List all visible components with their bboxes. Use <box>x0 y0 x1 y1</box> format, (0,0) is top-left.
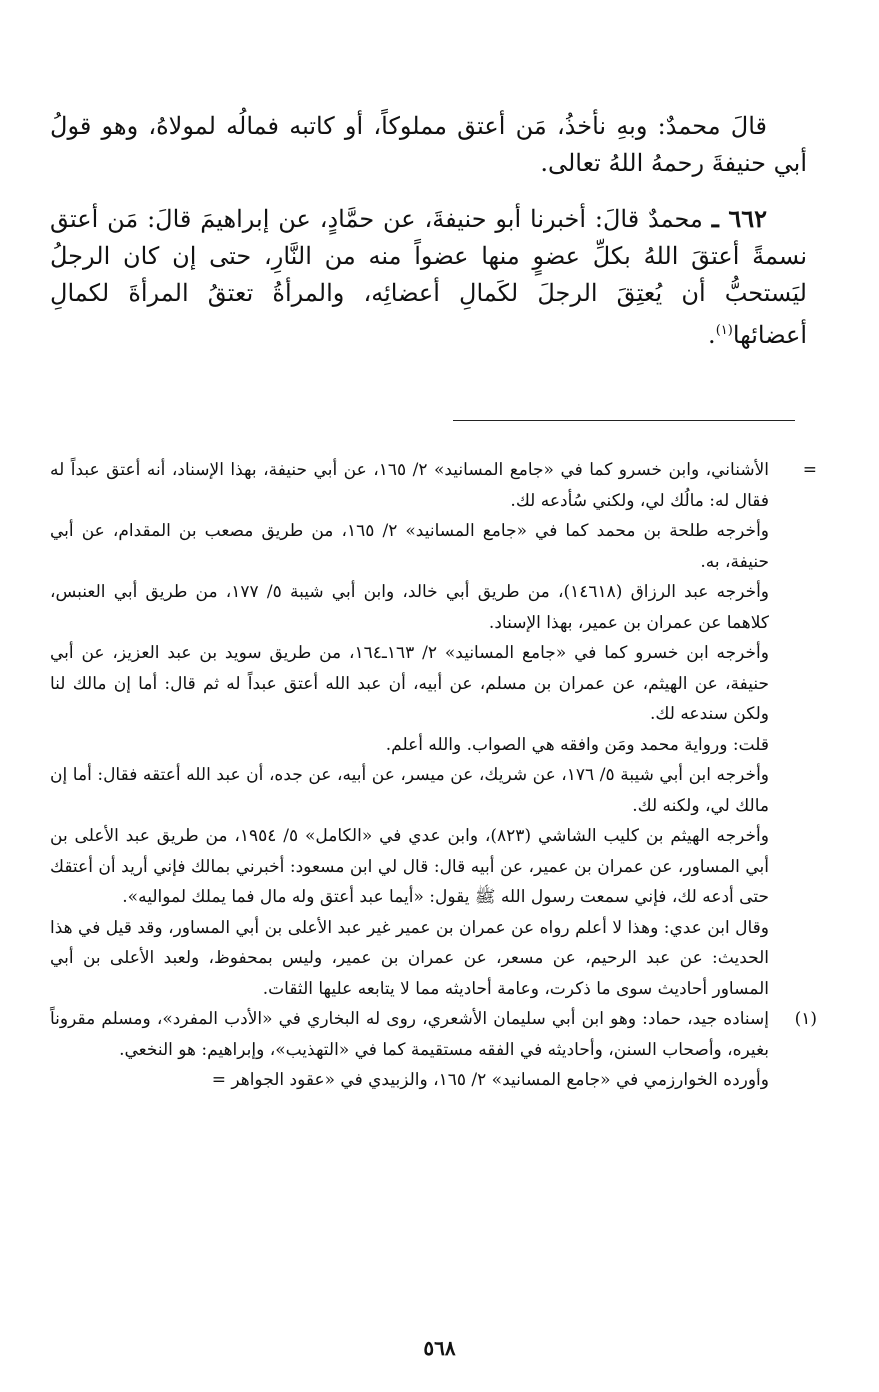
continuation-mark: = <box>802 460 817 480</box>
main-paragraph: قالَ محمدٌ: وبهِ نأخذُ، مَن أعتق مملوكاً، أو كاتبه فمالُه لمولاهُ، وهو قولُ أبي حنيفةَ رحمهُ اللهُ تعالى. <box>50 112 807 177</box>
hadith-end: . <box>708 321 716 349</box>
footnote-ref[interactable]: (١) <box>715 323 733 338</box>
note-paragraph: وأخرجه الهيثم بن كليب الشاشي (٨٢٣)، وابن عدي في «الكامل» ٥/ ١٩٥٤، من طريق عبد الأعلى بن أبي المساور، عن عمران بن عمير، عن أبيه قال: قال لي ابن مسعود: أخبرني بمالك فإني أريد أن أعتقك حتى أدعه لك، فإني سمعت رسول الله ﷺ يقول: «أيما عبد أعتق وله مال فما يملك لمواليه». <box>50 826 769 907</box>
note-paragraph: وقال ابن عدي: وهذا لا أعلم رواه عن عمران بن عمير غير عبد الأعلى بن أبي المساور، وقد قيل في هذا الحديث: عن عبد الرحيم، عن مسعر، عن عمران بن عمير، وليس بمحفوظ، ولعبد الأعلى بن أبي المساور أحاديث سوى ما ذكرت، وعامة أحاديثه مما لا يتابعه عليها الثقات. <box>50 917 769 999</box>
note-paragraph: وأخرجه طلحة بن محمد كما في «جامع المسانيد» ٢/ ١٦٥، من طريق مصعب بن المقدام، عن أبي حنيفة، به. <box>50 521 769 572</box>
note-paragraph <box>50 455 817 516</box>
page-number: ٥٦٨ <box>423 1336 456 1360</box>
hadith-number: ٦٦٢ ـ <box>711 204 768 233</box>
footnote-text: إسناده جيد، حماد: وهو ابن أبي سليمان الأشعري، روى له البخاري في «الأدب المفرد»، ومسلم مقروناً بغيره، وأصحاب السنن، وأحاديثه في الفقه مستقيمة كما في «التهذيب»، وإبراهيم: هو النخعي. <box>50 1009 769 1060</box>
note-paragraph: وأخرجه ابن خسرو كما في «جامع المسانيد» ٢/ ١٦٣ـ١٦٤، من طريق سويد بن عبد العزيز، عن أبي حنيفة، عن الهيثم، عن عمران بن مسلم، عن أبيه، أن عبد الله أعتق عبداً له ثم قال: أما إن مالك لنا ولكن سندعه لك. <box>50 643 769 724</box>
hadith-paragraph <box>50 200 807 354</box>
note-paragraph: وأخرجه عبد الرزاق (١٤٦١٨)، من طريق أبي خالد، وابن أبي شيبة ٥/ ١٧٧، من طريق أبي العنبس، كلاهما عن عمران بن عمير، بهذا الإسناد. <box>50 582 770 633</box>
note-text: الأشناني، وابن خسرو كما في «جامع المسانيد» ٢/ ١٦٥، عن أبي حنيفة، بهذا الإسناد، أنه أعتق عبداً له فقال له: مالُك لي، ولكني سُأدعه لك. <box>50 460 769 511</box>
note-paragraph: وأخرجه ابن أبي شيبة ٥/ ١٧٦، عن شريك، عن ميسر، عن أبيه، عن جده، أن عبد الله أعتقه فقال: أما إن مالك لي، ولكنه لك. <box>50 765 770 816</box>
footnotes <box>50 455 817 1096</box>
footnote-separator <box>453 420 795 421</box>
footnote-1-continued: وأورده الخوارزمي في «جامع المسانيد» ٢/ ١٦٥، والزبيدي في «عقود الجواهر = <box>211 1070 769 1090</box>
footnote-marker: (١) <box>794 1009 817 1029</box>
footnote-1 <box>50 1004 817 1065</box>
hadith-text: محمدٌ قالَ: أخبرنا أبو حنيفةَ، عن حمَّادٍ، عن إبراهيمَ قالَ: مَن أعتق نسمةً أعتقَ اللهُ بكلِّ عضوٍ منها عضواً منه من النَّارِ، حتى إن كان الرجلُ ليَستحبُّ أن يُعتِقَ الرجلَ لكَمالِ أعضائِه، والمرأةُ تعتقُ المرأةَ لكمالِ أعضائها <box>50 205 807 349</box>
note-paragraph: قلت: ورواية محمد ومَن وافقه هي الصواب. والله أعلم. <box>385 734 769 755</box>
main-text <box>50 108 807 354</box>
